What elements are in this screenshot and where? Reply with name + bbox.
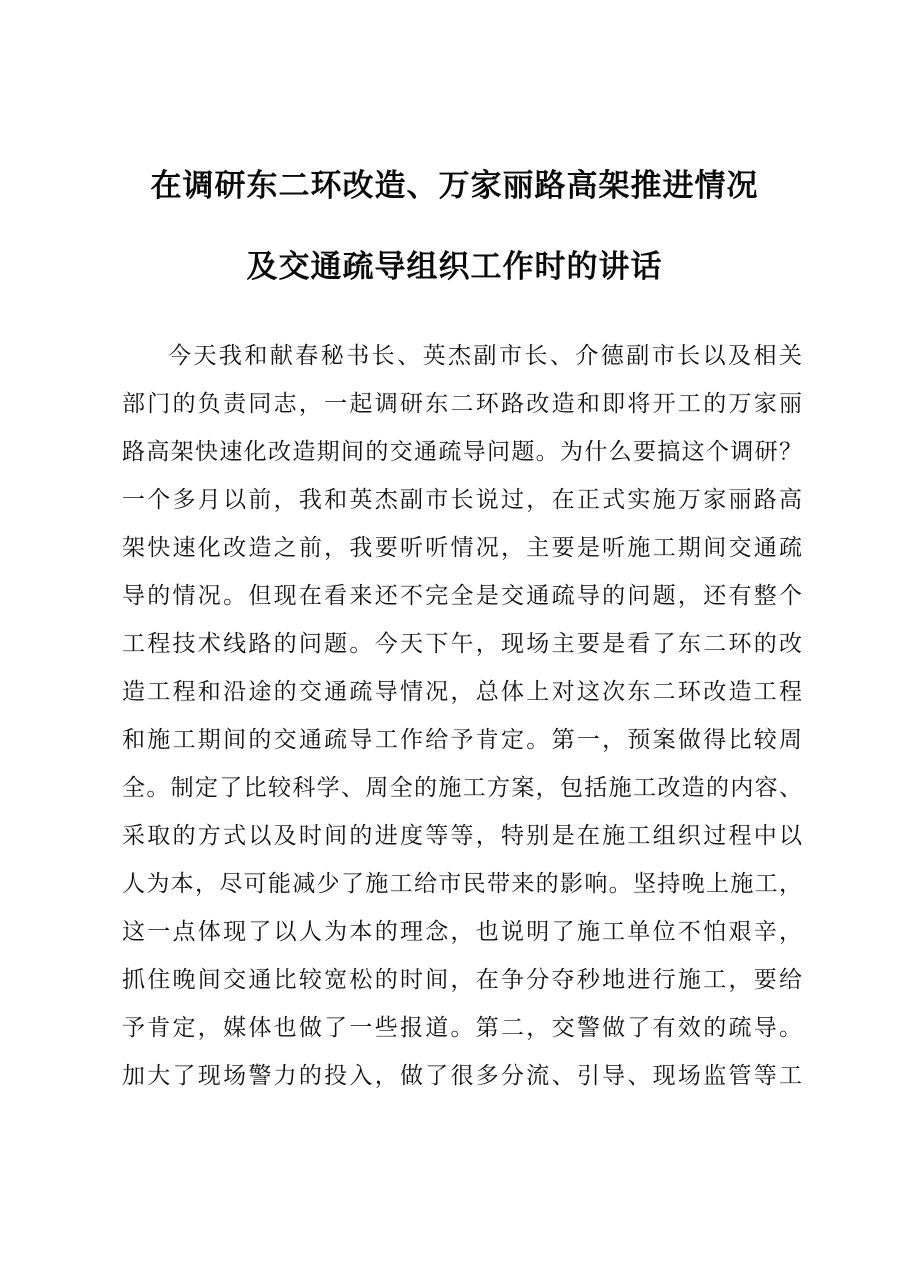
body-line: 予肯定，媒体也做了一些报道。第二，交警做了有效的疏导。 xyxy=(122,1015,802,1041)
body-line: 工程技术线路的问题。今天下午，现场主要是看了东二环的改 xyxy=(122,631,802,657)
body-line: 加大了现场警力的投入，做了很多分流、引导、现场监管等工 xyxy=(122,1063,802,1089)
document-title-line-1: 在调研东二环改造、万家丽路高架推进情况 xyxy=(150,168,759,204)
body-line: 架快速化改造之前，我要听听情况，主要是听施工期间交通疏 xyxy=(122,535,802,561)
body-line: 路高架快速化改造期间的交通疏导问题。为什么要搞这个调研？ xyxy=(122,439,802,465)
body-line: 这一点体现了以人为本的理念，也说明了施工单位不怕艰辛， xyxy=(122,919,802,945)
body-line: 抓住晚间交通比较宽松的时间，在争分夺秒地进行施工，要给 xyxy=(122,967,802,993)
body-line: 造工程和沿途的交通疏导情况，总体上对这次东二环改造工程 xyxy=(122,679,802,705)
body-line: 今天我和献春秘书长、英杰副市长、介德副市长以及相关 xyxy=(168,343,802,369)
body-line: 人为本，尽可能减少了施工给市民带来的影响。坚持晚上施工， xyxy=(122,871,802,897)
body-line: 全。制定了比较科学、周全的施工方案，包括施工改造的内容、 xyxy=(122,775,802,801)
body-line: 采取的方式以及时间的进度等等，特别是在施工组织过程中以 xyxy=(122,823,802,849)
document-body xyxy=(122,332,802,1100)
document-title-line-2: 及交通疏导组织工作时的讲话 xyxy=(246,249,663,285)
body-line: 部门的负责同志，一起调研东二环路改造和即将开工的万家丽 xyxy=(122,391,802,417)
body-line: 和施工期间的交通疏导工作给予肯定。第一，预案做得比较周 xyxy=(122,727,802,753)
body-line: 导的情况。但现在看来还不完全是交通疏导的问题，还有整个 xyxy=(122,583,802,609)
body-line: 一个多月以前，我和英杰副市长说过，在正式实施万家丽路高 xyxy=(122,487,802,513)
